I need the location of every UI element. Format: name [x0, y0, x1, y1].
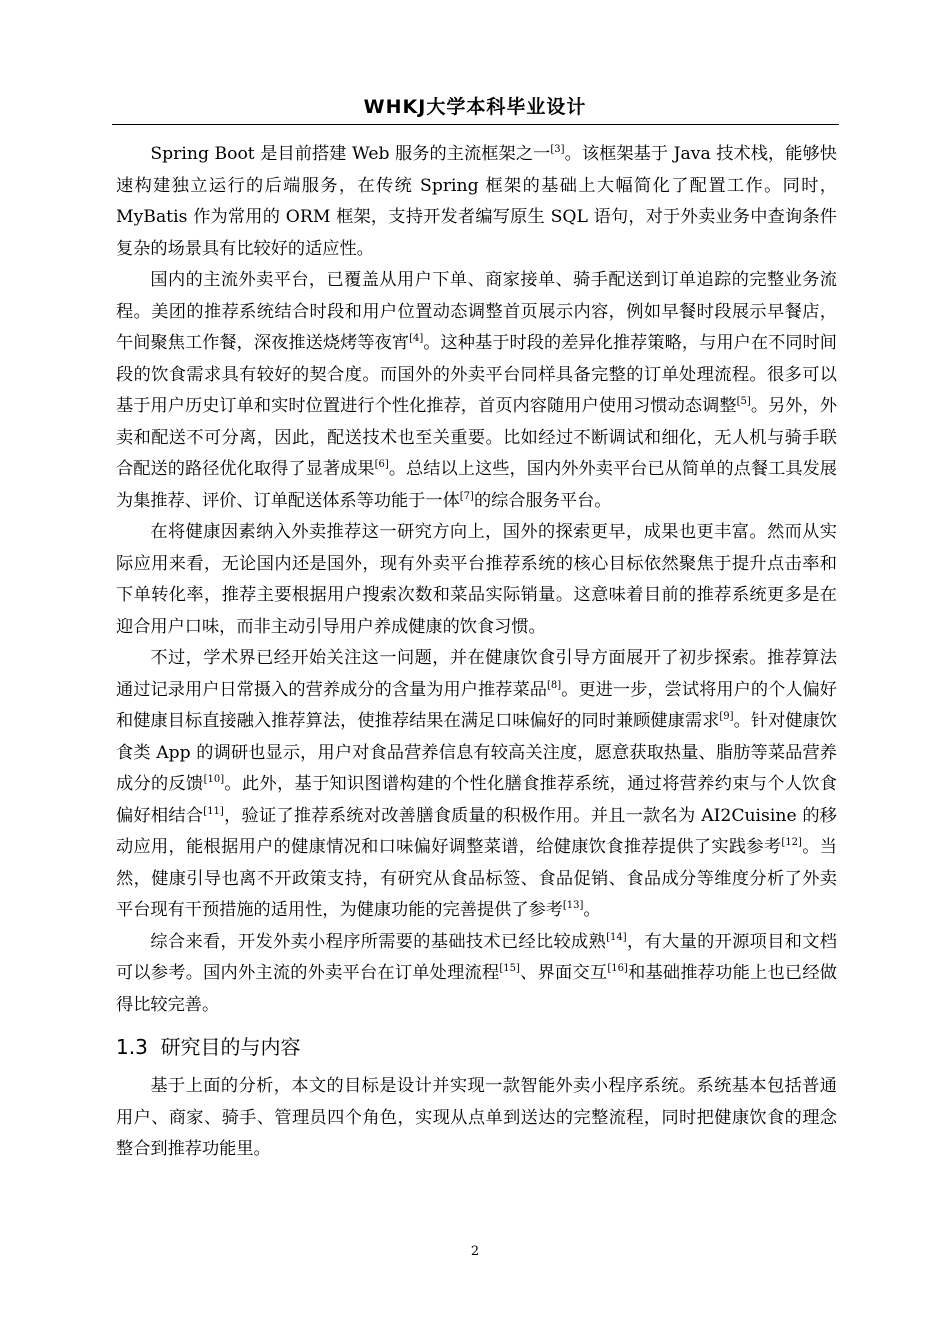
citation-ref: [10]	[203, 774, 225, 785]
citation-ref: [8]	[546, 679, 562, 691]
paragraph-text: Spring Boot 是目前搭建 Web 服务的主流框架之一	[150, 144, 551, 164]
paragraph-text: 国内的主流外卖平台，已覆盖从用户下单、商家接单、骑手配送到订单追踪的完整业务流程。美团的推荐系统结合时段和用户位置动态调整首页展示内容，例如早餐时段展示早餐店，午间聚焦工作餐，深夜推送烧烤等夜宵	[116, 270, 837, 353]
citation-ref: [15]	[499, 963, 520, 974]
paragraph-text: 在将健康因素纳入外卖推荐这一研究方向上，国外的探索更早，成果也更丰富。然而从实际应用来看，无论国内还是国外，现有外卖平台推荐系统的核心目标依然聚焦于提升点击率和下单转化率，推荐主要根据用户搜索次数和菜品实际销量。这意味着目前的推荐系统更多是在迎合用户口味，而非主动引导用户养成健康的饮食习惯。	[116, 522, 837, 637]
citation-ref: [9]	[719, 711, 734, 722]
body-paragraph	[116, 927, 837, 1022]
section-title: 研究目的与内容	[160, 1035, 301, 1059]
citation-ref: [7]	[459, 490, 474, 502]
page-number: 2	[470, 1244, 480, 1259]
paragraph-text: 。这种基于时段的差异化推荐策略，与用户在不同时间段的饮食需求具有较好的契合度。而国外的外卖平台同样具备完整的订单处理流程。很多可以基于用户历史订单和实时位置进行个性化推荐，首页内容随用户使用习惯动态调整	[116, 333, 837, 416]
body-paragraph	[116, 517, 837, 643]
paragraph-list	[116, 139, 837, 1021]
citation-ref: [6]	[374, 459, 389, 470]
section-number: 1.3	[116, 1035, 148, 1059]
citation-ref: [3]	[550, 144, 565, 155]
citation-ref: [11]	[203, 805, 224, 817]
citation-ref: [13]	[562, 900, 584, 911]
body-paragraph	[116, 643, 837, 927]
citation-ref: [5]	[736, 396, 751, 407]
section-heading	[116, 1027, 837, 1067]
page-header-title: WHKJ大学本科毕业设计	[363, 96, 587, 118]
paragraph-text: 综合来看，开发外卖小程序所需要的基础技术已经比较成熟	[150, 931, 607, 952]
citation-ref: [14]	[606, 931, 627, 943]
citation-ref: [16]	[607, 963, 628, 974]
citation-ref: [12]	[781, 837, 802, 848]
paragraph-text: 不过，学术界已经开始关注这一问题，并在健康饮食引导方面展开了初步探索。推荐算法通过记录用户日常摄入的营养成分的含量为用户推荐菜品	[116, 648, 837, 700]
body-text	[116, 139, 837, 1166]
paragraph-text: 。该框架基于 Java 技术栈，能够快速构建独立运行的后端服务，在传统 Spring 框架的基础上大幅简化了配置工作。同时，MyBatis 作为常用的 ORM 框架，支持开发者编写原生 SQL 语句，对于外卖业务中查询条件复杂的场景具有比较好的适应性。	[116, 144, 837, 259]
paragraph-text: 、界面交互	[519, 963, 608, 983]
paragraph-text: 。另外，外卖和配送不可分离，因此，配送技术也至关重要。比如经过不断调试和细化，无人机与骑手联合配送的路径优化取得了显著成果	[116, 396, 837, 479]
paragraph-text: 和基础推荐功能上也已经做得比较完善。	[116, 963, 837, 1015]
citation-ref: [4]	[409, 333, 424, 344]
body-paragraph	[116, 265, 837, 517]
header-rule	[112, 124, 839, 125]
paragraph-text: 。针对健康饮食类 App 的调研也显示，用户对食品营养信息有较高关注度，愿意获取热量、脂肪等菜品营养成分的反馈	[116, 711, 837, 794]
paragraph-text: 。当然，健康引导也离不开政策支持，有研究从食品标签、食品促销、食品成分等维度分析了外卖平台现有干预措施的适用性，为健康功能的完善提供了参考	[116, 837, 837, 920]
paragraph-text: 的综合服务平台。	[473, 490, 612, 511]
paragraph-text: 。	[583, 900, 601, 920]
paragraph-text: 。总结以上这些，国内外外卖平台已从简单的点餐工具发展为集推荐、评价、订单配送体系等功能于一体	[116, 459, 837, 511]
paragraph-text: 。此外，基于知识图谱构建的个性化膳食推荐系统，通过将营养约束与个人饮食偏好相结合	[116, 774, 837, 826]
body-paragraph	[116, 139, 837, 265]
paragraph-text: ，验证了推荐系统对改善膳食质量的积极作用。并且一款名为 AI2Cuisine 的移动应用，能根据用户的健康情况和口味偏好调整菜谱，给健康饮食推荐提供了实践参考	[116, 805, 837, 857]
paragraph-text: ，有大量的开源项目和文档可以参考。国内外主流的外卖平台在订单处理流程	[116, 931, 837, 983]
paragraph-text: 。更进一步，尝试将用户的个人偏好和健康目标直接融入推荐算法，使推荐结果在满足口味偏好的同时兼顾健康需求	[116, 679, 837, 731]
closing-paragraph: 基于上面的分析，本文的目标是设计并实现一款智能外卖小程序系统。系统基本包括普通用户、商家、骑手、管理员四个角色，实现从点单到送达的完整流程，同时把健康饮食的理念整合到推荐功能里。	[116, 1076, 837, 1159]
